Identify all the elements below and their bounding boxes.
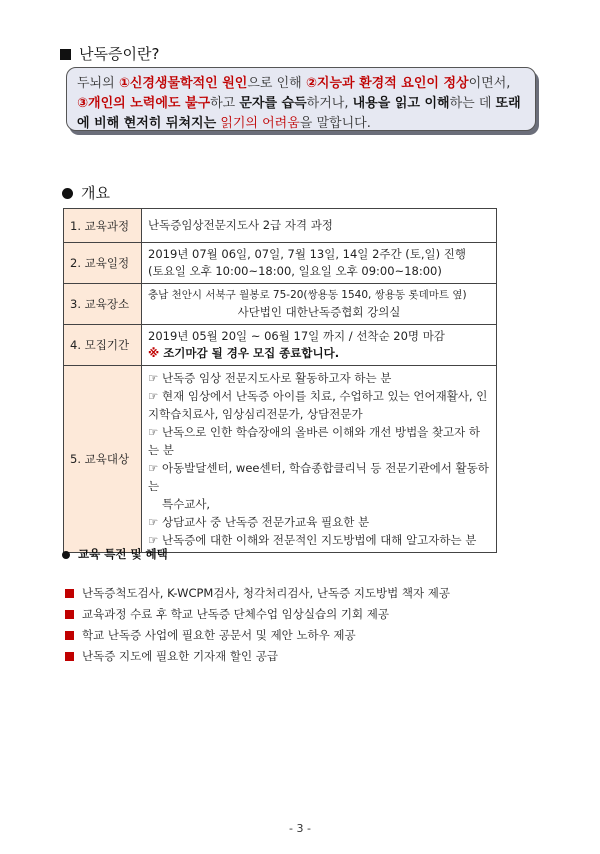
target-item-continued: 특수교사, xyxy=(162,497,211,511)
table-row xyxy=(64,284,497,325)
square-bullet-icon xyxy=(60,49,71,60)
target-item: ☞ 난독증 임상 전문지도사로 활동하고자 하는 분 xyxy=(148,371,392,385)
list-item: 난독증 지도에 필요한 기자재 할인 공급 xyxy=(65,646,450,667)
target-item: ☞ 난독으로 인한 학습장애의 올바른 이해와 개선 방법을 찾고자 하는 분 xyxy=(148,425,481,457)
row-label: 4. 모집기간 xyxy=(64,325,142,366)
course-overview-table xyxy=(63,208,497,553)
table-row xyxy=(64,243,497,284)
row-value xyxy=(142,366,497,553)
target-item: ☞ 상담교사 중 난독증 전문가교육 필요한 분 xyxy=(148,515,370,529)
benefits-list xyxy=(65,583,450,667)
target-item: ☞ 아동발달센터, wee센터, 학습종합클리닉 등 전문기관에서 활동하는 xyxy=(148,461,489,493)
circle-bullet-icon xyxy=(62,188,73,199)
target-item: ☞ 난독증에 대한 이해와 전문적인 지도방법에 대해 알고자하는 분 xyxy=(148,533,477,547)
early-close-note: ※ 조기마감 될 경우 모집 종료합니다. xyxy=(148,346,340,360)
row-value: 난독증임상전문지도사 2급 자격 과정 xyxy=(142,209,497,243)
page-number: - 3 - xyxy=(289,822,311,835)
row-label: 2. 교육일정 xyxy=(64,243,142,284)
circle-bullet-icon xyxy=(62,551,70,559)
row-value: 2019년 05월 20일 ~ 06월 17일 까지 / 선착순 20명 마감 ※ 조기마감 될 경우 모집 종료합니다. xyxy=(142,325,497,366)
table-row xyxy=(64,325,497,366)
list-item: 난독증척도검사, K-WCPM검사, 청각처리검사, 난독증 지도방법 책자 제공 xyxy=(65,583,450,604)
red-square-bullet-icon xyxy=(65,589,74,598)
table-row xyxy=(64,209,497,243)
row-label: 3. 교육장소 xyxy=(64,284,142,325)
red-square-bullet-icon xyxy=(65,652,74,661)
definition-box: 두뇌의 ①신경생물학적인 원인으로 인해 ②지능과 환경적 요인이 정상이면서, ③개인의 노력에도 불구하고 문자를 습득하거나, 내용을 읽고 이해하는 데 또래에 비해 현저히 뒤쳐지는 읽기의 어려움을 말합니다. xyxy=(66,67,536,131)
section-title-overview: 개요 xyxy=(62,182,110,203)
table-row xyxy=(64,366,497,553)
red-square-bullet-icon xyxy=(65,631,74,640)
list-item: 교육과정 수료 후 학교 난독증 단체수업 임상실습의 기회 제공 xyxy=(65,604,450,625)
row-value: 2019년 07월 06일, 07일, 7월 13일, 14일 2주간 (토,일) 진행 (토요일 오후 10:00~18:00, 일요일 오후 09:00~18:00) xyxy=(142,243,497,284)
red-square-bullet-icon xyxy=(65,610,74,619)
list-item: 학교 난독증 사업에 필요한 공문서 및 제안 노하우 제공 xyxy=(65,625,450,646)
row-label: 5. 교육대상 xyxy=(64,366,142,553)
row-label: 1. 교육과정 xyxy=(64,209,142,243)
row-value: 충남 천안시 서북구 월봉로 75-20(쌍용동 1540, 쌍용동 롯데마트 옆) 사단법인 대한난독증협회 강의실 xyxy=(142,284,497,325)
section-title-benefits: 교육 특전 및 혜택 xyxy=(62,546,168,562)
section-title-dyslexia: 난독증이란? xyxy=(60,43,159,64)
target-item: ☞ 현재 임상에서 난독증 아이를 치료, 수업하고 있는 언어재활사, 인지학습치료사, 임상심리전문가, 상담전문가 xyxy=(148,389,488,421)
